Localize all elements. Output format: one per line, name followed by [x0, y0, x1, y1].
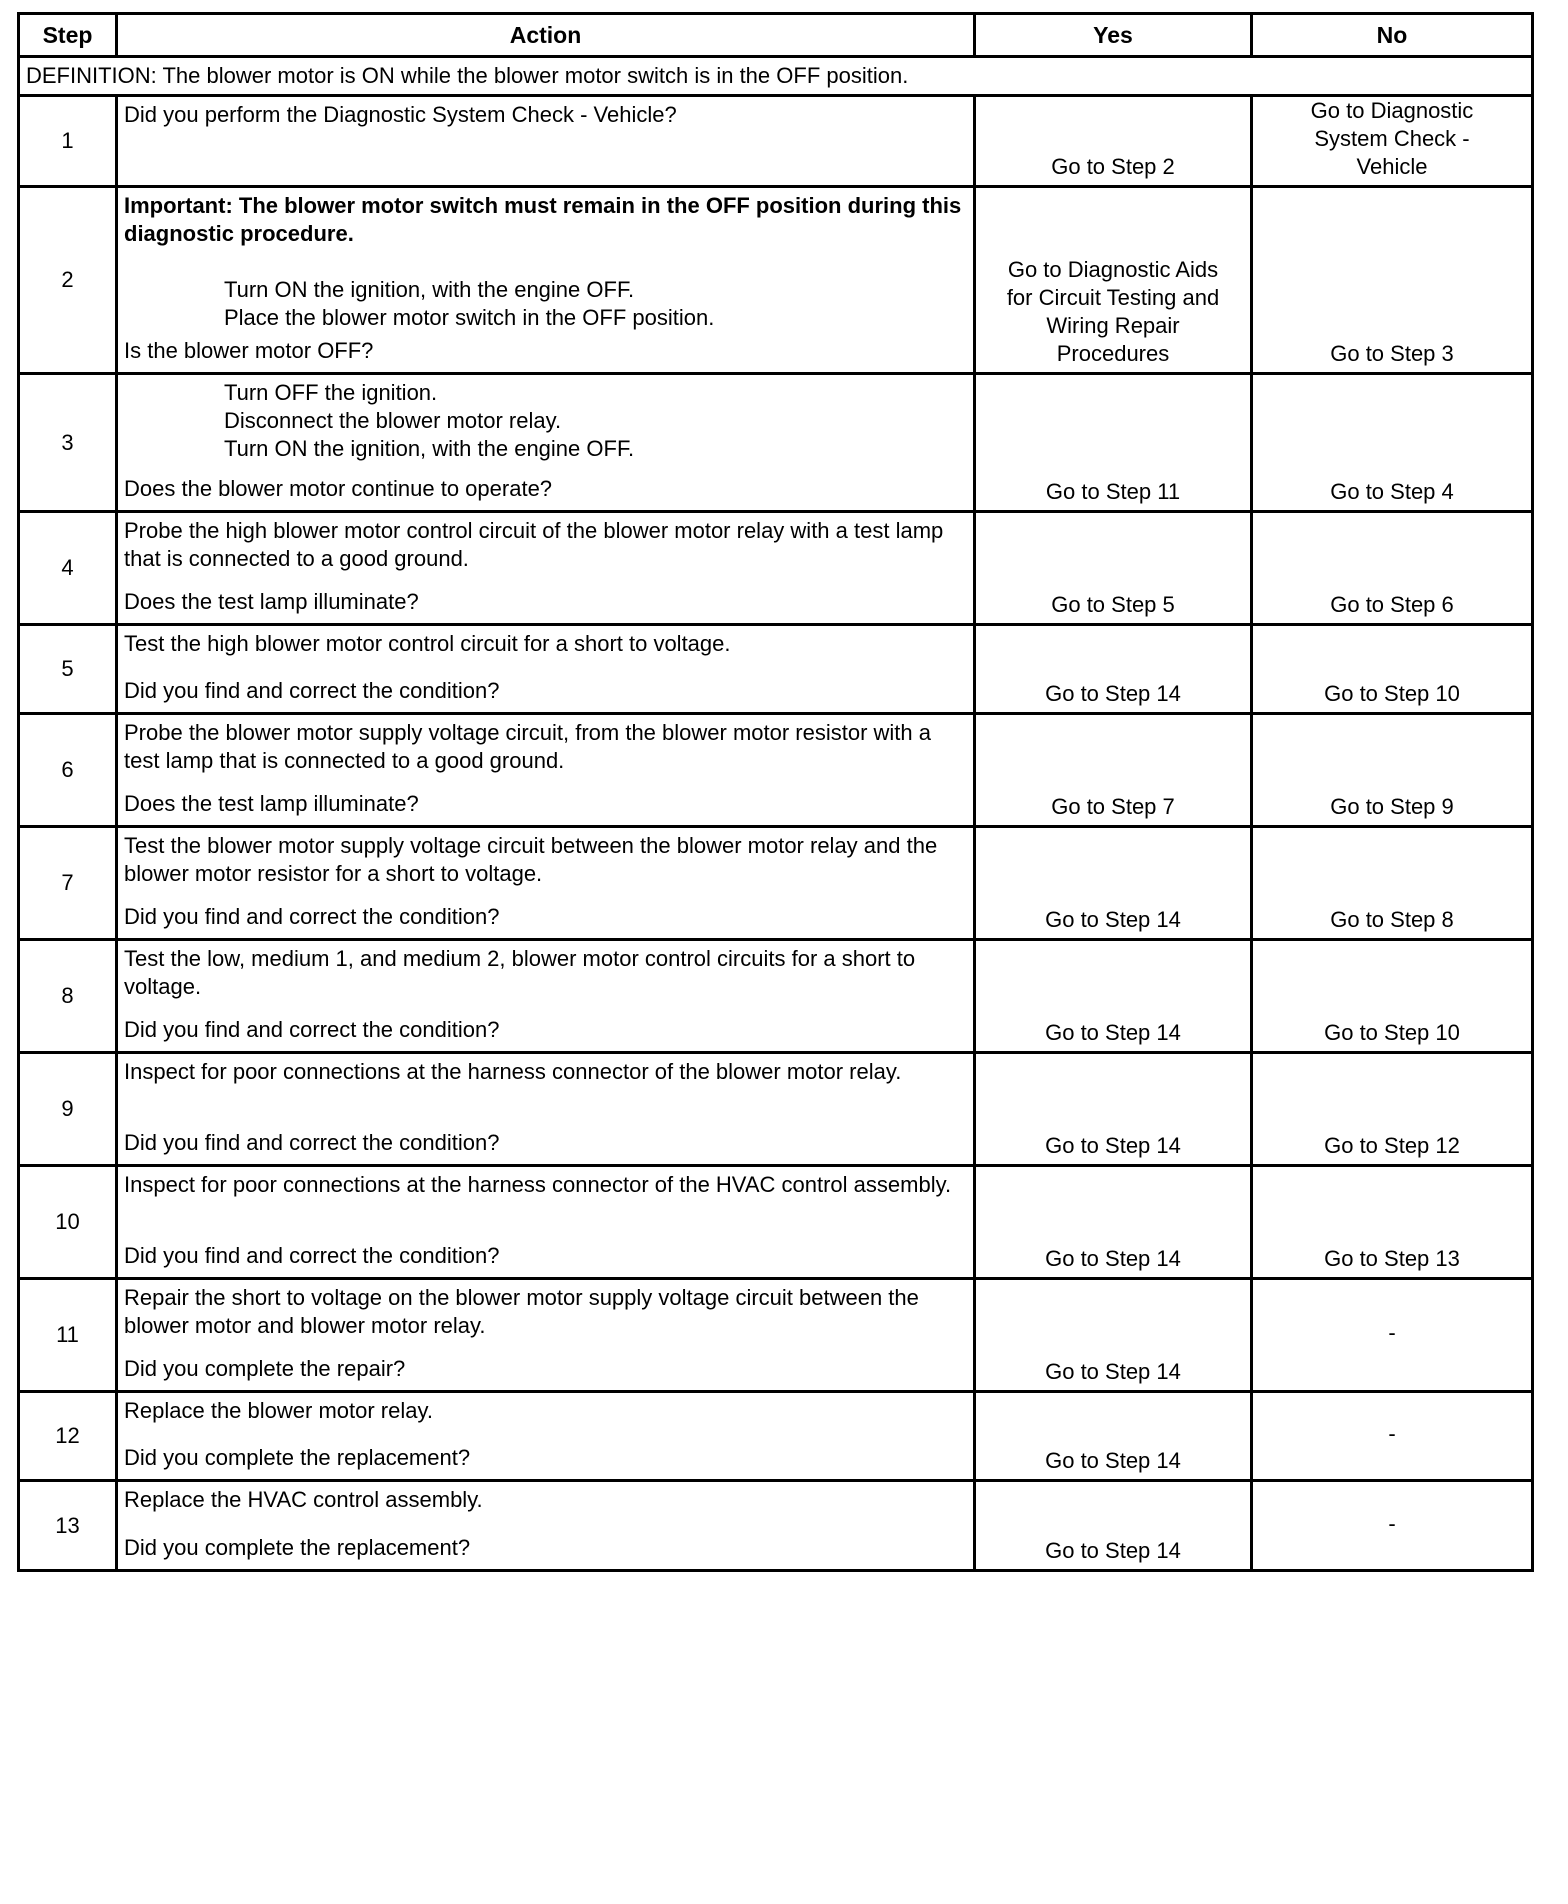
action-cell — [117, 374, 975, 512]
table-row — [19, 374, 1533, 512]
action-question: Does the test lamp illuminate? — [124, 589, 419, 614]
table-row — [19, 187, 1533, 374]
table-row — [19, 1279, 1533, 1392]
action-content — [124, 517, 967, 616]
step-number: 6 — [19, 714, 117, 827]
header-step: Step — [19, 14, 117, 57]
yes-result: Go to Step 14 — [975, 1166, 1252, 1279]
no-result: Go to Diagnostic System Check - Vehicle — [1252, 96, 1533, 187]
action-top — [124, 379, 967, 463]
header-yes: Yes — [975, 14, 1252, 57]
table-row — [19, 1166, 1533, 1279]
action-instruction: Test the high blower motor control circuit for a short to voltage. — [124, 631, 731, 656]
action-instruction: Test the low, medium 1, and medium 2, blower motor control circuits for a short to voltage. — [124, 946, 916, 999]
action-cell — [117, 1053, 975, 1166]
action-question: Is the blower motor OFF? — [124, 338, 374, 363]
action-top — [124, 945, 967, 1001]
step-number: 9 — [19, 1053, 117, 1166]
header-action: Action — [117, 14, 975, 57]
no-result: - — [1252, 1481, 1533, 1571]
action-question: Did you complete the replacement? — [124, 1535, 471, 1560]
action-cell — [117, 714, 975, 827]
action-top — [124, 1397, 967, 1425]
action-question: Did you find and correct the condition? — [124, 1243, 500, 1268]
step-number: 1 — [19, 96, 117, 187]
table-row — [19, 625, 1533, 714]
table-row — [19, 940, 1533, 1053]
yes-result: Go to Step 11 — [975, 374, 1252, 512]
action-top — [124, 1171, 967, 1199]
yes-result: Go to Step 2 — [975, 96, 1252, 187]
action-instruction: Inspect for poor connections at the harness connector of the blower motor relay. — [124, 1059, 902, 1084]
action-instruction: Probe the high blower motor control circuit of the blower motor relay with a test lamp that is connected to a good ground. — [124, 518, 944, 571]
no-result: Go to Step 9 — [1252, 714, 1533, 827]
no-result: - — [1252, 1392, 1533, 1481]
step-number: 11 — [19, 1279, 117, 1392]
no-result: Go to Step 10 — [1252, 625, 1533, 714]
no-result: - — [1252, 1279, 1533, 1392]
action-instruction: Did you perform the Diagnostic System Check - Vehicle? — [124, 102, 677, 127]
action-content — [124, 1058, 967, 1157]
action-content — [124, 1284, 967, 1383]
action-content — [124, 1486, 967, 1562]
no-result: Go to Step 3 — [1252, 187, 1533, 374]
action-top — [124, 1058, 967, 1086]
action-question: Did you find and correct the condition? — [124, 1017, 500, 1042]
action-cell — [117, 1481, 975, 1571]
action-content — [124, 832, 967, 931]
action-cell — [117, 512, 975, 625]
yes-result: Go to Step 14 — [975, 940, 1252, 1053]
action-top — [124, 517, 967, 573]
action-content — [124, 1171, 967, 1270]
action-instruction: Probe the blower motor supply voltage circuit, from the blower motor resistor with a test lamp that is connected to a good ground. — [124, 720, 931, 773]
action-cell — [117, 625, 975, 714]
action-cell — [117, 827, 975, 940]
substep-list — [124, 379, 967, 463]
no-result: Go to Step 13 — [1252, 1166, 1533, 1279]
definition-row — [19, 57, 1533, 96]
action-top — [124, 192, 967, 332]
action-cell — [117, 96, 975, 187]
action-top — [124, 719, 967, 775]
substep-item: Turn ON the ignition, with the engine OFF. — [224, 436, 635, 461]
substep-item: Disconnect the blower motor relay. — [224, 408, 562, 433]
action-top — [124, 630, 967, 658]
diagnostic-table — [17, 12, 1534, 1572]
step-number: 7 — [19, 827, 117, 940]
yes-result: Go to Step 14 — [975, 827, 1252, 940]
action-question: Did you find and correct the condition? — [124, 904, 500, 929]
action-top — [124, 101, 967, 129]
step-number: 12 — [19, 1392, 117, 1481]
table-row — [19, 1053, 1533, 1166]
yes-result: Go to Step 14 — [975, 625, 1252, 714]
action-instruction: Test the blower motor supply voltage circuit between the blower motor relay and the blower motor resistor for a short to voltage. — [124, 833, 938, 886]
table-row — [19, 96, 1533, 187]
important-note: Important: The blower motor switch must remain in the OFF position during this diagnostic procedure. — [124, 193, 962, 246]
no-result: Go to Step 8 — [1252, 827, 1533, 940]
substep-item: Turn ON the ignition, with the engine OFF. — [224, 277, 635, 302]
table-row — [19, 512, 1533, 625]
action-cell — [117, 1166, 975, 1279]
action-instruction: Replace the HVAC control assembly. — [124, 1487, 483, 1512]
yes-result: Go to Step 14 — [975, 1481, 1252, 1571]
action-content — [124, 945, 967, 1044]
table-body — [19, 57, 1533, 1571]
action-top — [124, 1284, 967, 1340]
header-no: No — [1252, 14, 1533, 57]
action-content — [124, 719, 967, 818]
action-question: Does the blower motor continue to operate? — [124, 476, 553, 501]
no-result: Go to Step 6 — [1252, 512, 1533, 625]
action-cell — [117, 187, 975, 374]
no-result: Go to Step 12 — [1252, 1053, 1533, 1166]
action-question: Did you find and correct the condition? — [124, 678, 500, 703]
step-number: 13 — [19, 1481, 117, 1571]
substep-list — [124, 276, 967, 332]
step-number: 3 — [19, 374, 117, 512]
action-content — [124, 379, 967, 503]
action-question: Does the test lamp illuminate? — [124, 791, 419, 816]
action-cell — [117, 1279, 975, 1392]
action-cell — [117, 1392, 975, 1481]
action-content — [124, 630, 967, 705]
table-row — [19, 1481, 1533, 1571]
action-question: Did you complete the repair? — [124, 1356, 406, 1381]
action-instruction: Inspect for poor connections at the harness connector of the HVAC control assembly. — [124, 1172, 952, 1197]
action-top — [124, 1486, 967, 1514]
definition-text: DEFINITION: The blower motor is ON while the blower motor switch is in the OFF position. — [19, 57, 1533, 96]
yes-result: Go to Step 5 — [975, 512, 1252, 625]
substep-item: Turn OFF the ignition. — [224, 380, 438, 405]
action-content — [124, 101, 967, 167]
table-row — [19, 714, 1533, 827]
step-number: 10 — [19, 1166, 117, 1279]
yes-result: Go to Step 7 — [975, 714, 1252, 827]
step-number: 4 — [19, 512, 117, 625]
table-row — [19, 827, 1533, 940]
header-row — [19, 14, 1533, 57]
no-result: Go to Step 4 — [1252, 374, 1533, 512]
action-cell — [117, 940, 975, 1053]
substep-item: Place the blower motor switch in the OFF position. — [224, 305, 715, 330]
table-row — [19, 1392, 1533, 1481]
action-question: Did you complete the replacement? — [124, 1445, 471, 1470]
step-number: 2 — [19, 187, 117, 374]
action-instruction: Repair the short to voltage on the blower motor supply voltage circuit between the blower motor and blower motor relay. — [124, 1285, 919, 1338]
no-result: Go to Step 10 — [1252, 940, 1533, 1053]
yes-result: Go to Step 14 — [975, 1279, 1252, 1392]
step-number: 8 — [19, 940, 117, 1053]
action-instruction: Replace the blower motor relay. — [124, 1398, 433, 1423]
action-top — [124, 832, 967, 888]
yes-result: Go to Diagnostic Aids for Circuit Testing and Wiring Repair Procedures — [975, 187, 1252, 374]
yes-result: Go to Step 14 — [975, 1392, 1252, 1481]
action-content — [124, 1397, 967, 1472]
action-content — [124, 192, 967, 365]
yes-result: Go to Step 14 — [975, 1053, 1252, 1166]
action-question: Did you find and correct the condition? — [124, 1130, 500, 1155]
step-number: 5 — [19, 625, 117, 714]
